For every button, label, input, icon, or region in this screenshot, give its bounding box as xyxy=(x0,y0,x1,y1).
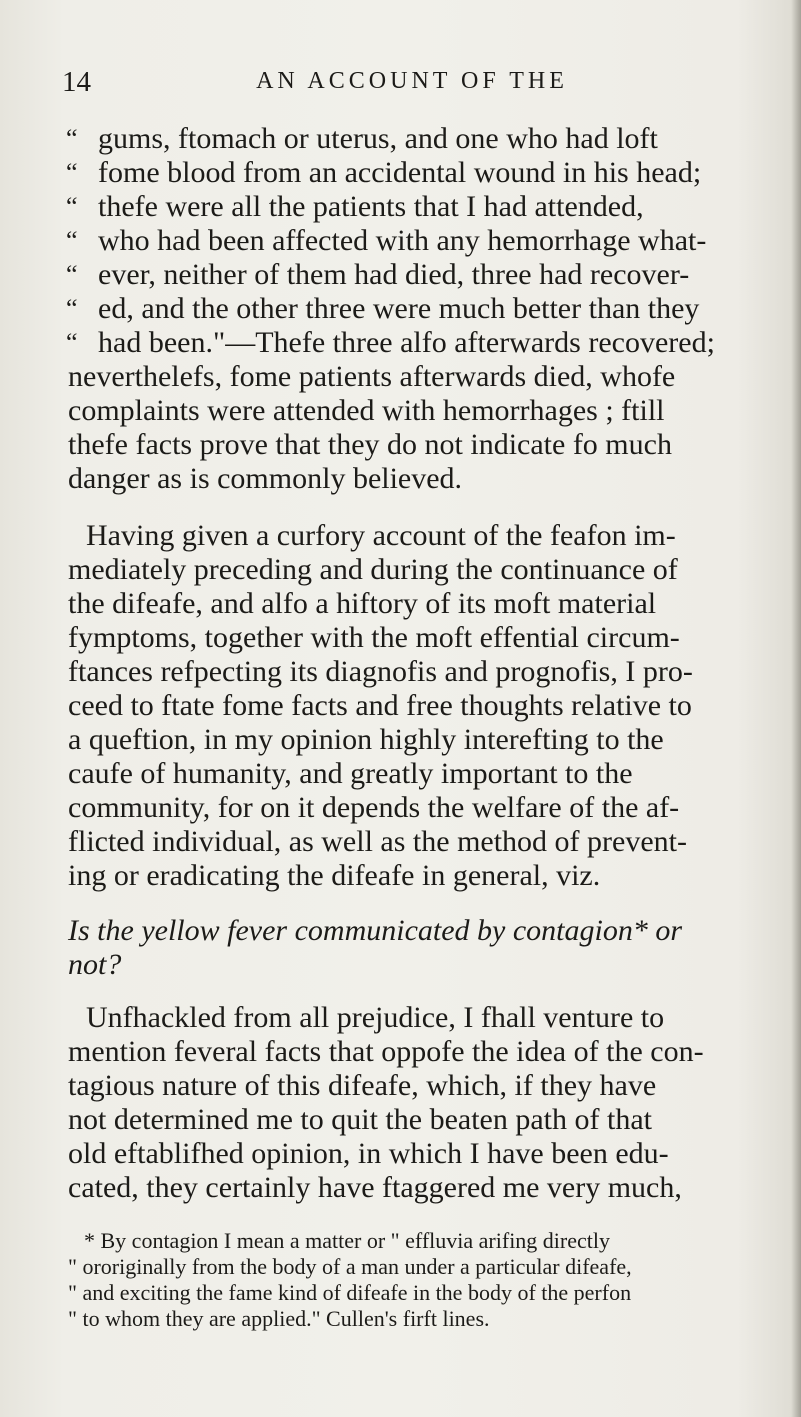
running-head: AN ACCOUNT OF THE xyxy=(256,68,568,94)
text-line: cated, they certainly have ftaggered me very much, xyxy=(68,1171,682,1204)
text-line: had been."—Thefe three alfo afterwards recovered; xyxy=(98,326,715,359)
text-line: thefe facts prove that they do not indicate fo much xyxy=(68,428,672,461)
text-line: fome blood from an accidental wound in his head; xyxy=(98,156,702,189)
question-line: Is the yellow fever communicated by contagion* or xyxy=(68,914,683,947)
text-line: not determined me to quit the beaten path of that xyxy=(68,1103,652,1136)
text-line: flicted individual, as well as the method of prevent- xyxy=(68,825,687,858)
text-line: caufe of humanity, and greatly important to the xyxy=(68,757,633,790)
footnote-line: " and exciting the fame kind of difeafe in the body of the perfon xyxy=(68,1280,632,1305)
text-line: Unfhackled from all prejudice, I fhall venture to xyxy=(86,1001,665,1034)
text-line: mention feveral facts that oppofe the idea of the con- xyxy=(68,1035,704,1068)
page-header xyxy=(62,66,762,102)
footnote-line: * By contagion I mean a matter or " effluvia arifing directly xyxy=(84,1228,611,1253)
text-line: community, for on it depends the welfare of the af- xyxy=(68,791,680,824)
book-page: 14 AN ACCOUNT OF THE “ gums, ftomach or uterus, and one who had loft “ fome blood from an accidental wound in his head; “ thefe were all the patients that I had attended, “ who had been affected with any hemorrhage what- “ ever, neither of them had died, three had recover- “ ed, and the other three were much better than they “ had been."—Thefe three alfo afterwards recovered; neverthelefs, fome patients afterwards died, whofe complaints were attended with hemorrhages ; ftill thefe facts prove that they do not indicate fo much danger as is commonly believed. Having given a curfory account of the feafon im- mediately preceding and during the continuance of the difeafe, and alfo a hiftory of its moft material fymptoms, together with the moft effential circum- ftances refpecting its diagnofis and prognofis, I pro- ceed to ftate fome facts and free thoughts relative to a queftion, in my opinion highly interefting to the caufe of humanity, and greatly important to the community, for on it depends the welfare of the af- flicted individual, as well as the method of prevent- ing or eradicating the difeafe in general, viz. Is the yellow fever communicated by contagion* or not? Unfhackled from all prejudice, I fhall venture to mention feveral facts that oppofe the idea of the con- tagious nature of this difeafe, which, if they have not determined me to quit the beaten path of that old eftablifhed opinion, in which I have been edu- cated, they certainly have ftaggered me very much, * By contagion I mean a matter or " effluvia arifing directly " ororiginally from the body of a man under a particular difeafe, " and exciting the fame kind of difeafe in the body of the perfon " to whom they are applied." Cullen's firft lines. xyxy=(0,0,801,1417)
text-line: Having given a curfory account of the feafon im- xyxy=(86,519,676,552)
footnote-line: " to whom they are applied." Cullen's firft lines. xyxy=(68,1306,490,1331)
text-line: thefe were all the patients that I had attended, xyxy=(98,190,644,223)
text-line: old eftablifhed opinion, in which I have been edu- xyxy=(68,1137,669,1170)
text-line: the difeafe, and alfo a hiftory of its moft material xyxy=(68,587,657,620)
text-line: gums, ftomach or uterus, and one who had loft xyxy=(98,122,658,155)
text-line: who had been affected with any hemorrhage what- xyxy=(98,224,707,257)
text-line: ftances refpecting its diagnofis and prognofis, I pro- xyxy=(68,655,693,688)
text-line: ever, neither of them had died, three had recover- xyxy=(98,258,690,291)
text-line: ceed to ftate fome facts and free thoughts relative to xyxy=(68,689,692,722)
text-line: tagious nature of this difeafe, which, if they have xyxy=(68,1069,657,1102)
text-line: a queftion, in my opinion highly interefting to the xyxy=(68,723,664,756)
text-line: neverthelefs, fome patients afterwards died, whofe xyxy=(68,360,676,393)
footnote-line: " ororiginally from the body of a man under a particular difeafe, xyxy=(68,1254,632,1279)
text-line: mediately preceding and during the continuance of xyxy=(68,553,678,586)
text-line: fymptoms, together with the moft effential circum- xyxy=(68,621,680,654)
text-line: ing or eradicating the difeafe in general, viz. xyxy=(68,859,601,892)
page-edge xyxy=(791,0,801,1417)
question-line: not? xyxy=(68,948,122,981)
text-line: danger as is commonly believed. xyxy=(68,462,463,495)
page-number: 14 xyxy=(62,66,91,98)
text-line: complaints were attended with hemorrhages ; ftill xyxy=(68,394,665,427)
text-line: ed, and the other three were much better than they xyxy=(98,292,700,325)
